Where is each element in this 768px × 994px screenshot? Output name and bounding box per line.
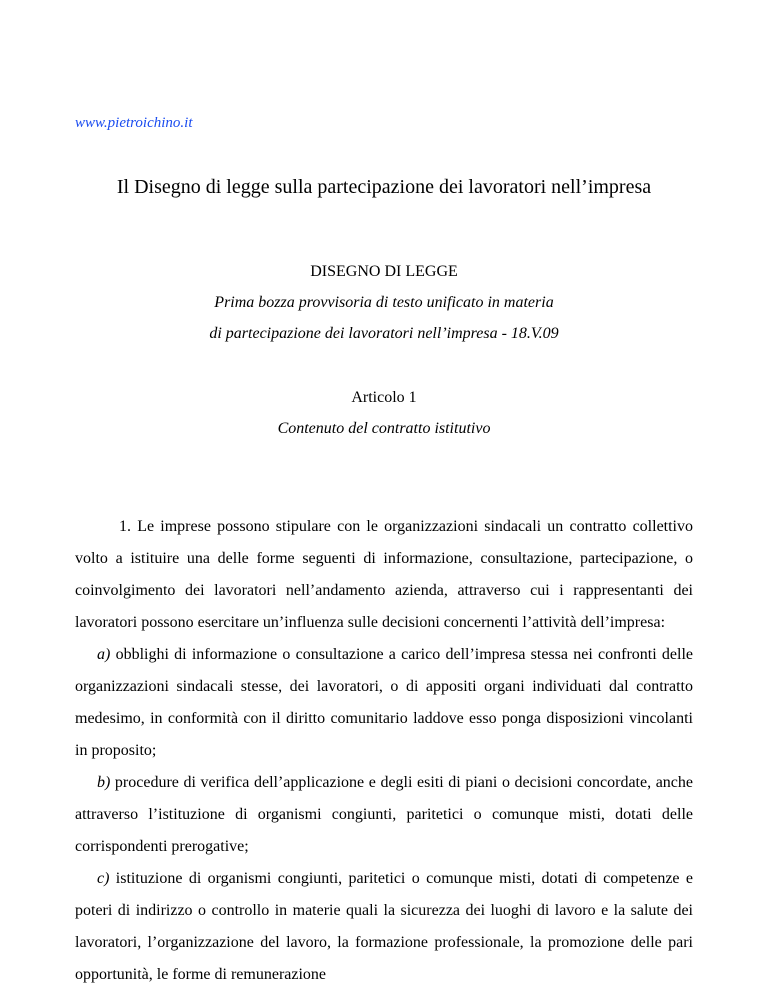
list-item-text: obblighi di informazione o consultazione a carico dell’impresa stessa nei confronti delle organizzazioni sindacali stesse, dei lavoratori, o di appositi organi individuati dal contratto medesimo, in conformità con il diritto comunitario laddove esso ponga disposizioni vincolanti in proposito; bbox=[75, 646, 693, 759]
list-item-text: procedure di verifica dell’applicazione e degli esiti di piani o decisioni concordate, anche attraverso l’istituzione di organismi congiunti, paritetici o comunque misti, dotati delle corrispondenti prerogative; bbox=[75, 774, 693, 855]
list-item-letter: b) bbox=[97, 774, 111, 791]
list-item-letter: a) bbox=[97, 646, 111, 663]
article-title: Contenuto del contratto istitutivo bbox=[277, 420, 491, 437]
article-number: Articolo 1 bbox=[351, 389, 417, 406]
list-item-text: istituzione di organismi congiunti, paritetici o comunque misti, dotati di competenze e poteri di indirizzo o controllo in materie quali la sicurezza dei luoghi di lavoro e la salute dei lavoratori, l’organizzazione del lavoro, la formazione professionale, la promozione delle pari opportunità, le forme di remunerazione bbox=[75, 870, 693, 983]
list-item-letter: c) bbox=[97, 870, 110, 887]
bill-subtitle-line1: Prima bozza provvisoria di testo unificato in materia bbox=[214, 294, 554, 311]
list-item-b bbox=[75, 767, 693, 863]
list-item-c bbox=[75, 863, 693, 991]
document-title: Il Disegno di legge sulla partecipazione dei lavoratori nell’impresa bbox=[116, 176, 652, 198]
site-link[interactable]: www.pietroichino.it bbox=[75, 115, 193, 131]
article-body bbox=[75, 511, 693, 991]
bill-subtitle-line2: di partecipazione dei lavoratori nell’impresa - 18.V.09 bbox=[209, 325, 559, 342]
bill-heading: DISEGNO DI LEGGE bbox=[310, 263, 458, 280]
list-item-a bbox=[75, 639, 693, 767]
paragraph-1: 1. Le imprese possono stipulare con le organizzazioni sindacali un contratto collettivo volto a istituire una delle forme seguenti di informazione, consultazione, partecipazione, o coinvolgimento dei lavoratori nell’andamento azienda, attraverso cui i rappresentanti dei lavoratori possono esercitare un’influenza sulle decisioni concernenti l’attività dell’impresa: bbox=[75, 518, 693, 631]
